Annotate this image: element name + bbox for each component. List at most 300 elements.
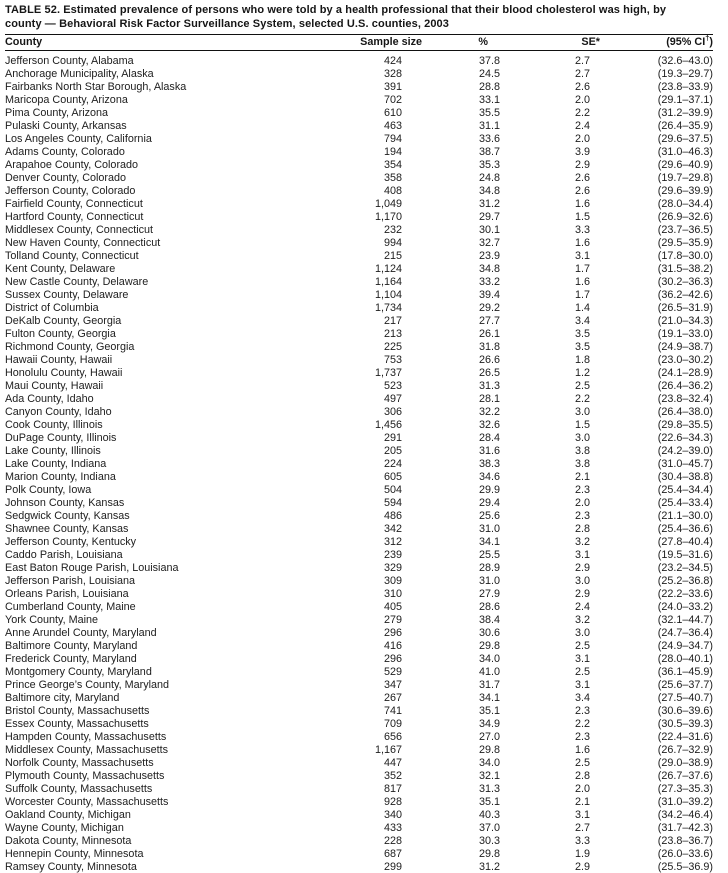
sample-size-cell: 709 bbox=[383, 718, 402, 730]
table-row bbox=[5, 315, 713, 328]
table-row bbox=[5, 575, 713, 588]
county-cell: Honolulu County, Hawaii bbox=[5, 367, 123, 379]
county-cell: Canyon County, Idaho bbox=[5, 406, 112, 418]
table-row bbox=[5, 835, 713, 848]
sample-size-cell: 687 bbox=[383, 848, 402, 860]
ci-cell: (29.0–38.9) bbox=[657, 757, 713, 769]
percent-cell: 35.1 bbox=[478, 705, 500, 717]
percent-cell: 34.1 bbox=[478, 692, 500, 704]
table-row bbox=[5, 120, 713, 133]
table-title-line2: county — Behavioral Risk Factor Surveillance System, selected U.S. counties, 2003 bbox=[5, 17, 449, 30]
table-row bbox=[5, 367, 713, 380]
percent-cell: 34.1 bbox=[478, 536, 500, 548]
sample-size-cell: 215 bbox=[383, 250, 402, 262]
se-cell: 2.3 bbox=[574, 484, 590, 496]
county-cell: Montgomery County, Maryland bbox=[5, 666, 152, 678]
se-cell: 3.4 bbox=[574, 315, 590, 327]
sample-size-cell: 328 bbox=[383, 68, 402, 80]
county-cell: Polk County, Iowa bbox=[5, 484, 92, 496]
sample-size-cell: 329 bbox=[383, 562, 402, 574]
county-cell: Hampden County, Massachusetts bbox=[5, 731, 167, 743]
se-cell: 2.5 bbox=[574, 666, 590, 678]
ci-cell: (19.1–33.0) bbox=[657, 328, 713, 340]
se-cell: 3.8 bbox=[574, 458, 590, 470]
se-cell: 1.6 bbox=[574, 744, 590, 756]
se-cell: 2.7 bbox=[574, 68, 590, 80]
ci-cell: (26.5–31.9) bbox=[657, 302, 713, 314]
sample-size-cell: 1,170 bbox=[374, 211, 402, 223]
county-cell: Hawaii County, Hawaii bbox=[5, 354, 113, 366]
sample-size-cell: 656 bbox=[383, 731, 402, 743]
sample-size-cell: 224 bbox=[383, 458, 402, 470]
ci-cell: (24.9–38.7) bbox=[657, 341, 713, 353]
se-cell: 2.0 bbox=[574, 133, 590, 145]
se-cell: 2.9 bbox=[574, 588, 590, 600]
ci-cell: (30.6–39.6) bbox=[657, 705, 713, 717]
se-cell: 2.3 bbox=[574, 731, 590, 743]
table-row bbox=[5, 289, 713, 302]
ci-cell: (22.4–31.6) bbox=[657, 731, 713, 743]
sample-size-cell: 741 bbox=[383, 705, 402, 717]
table-row bbox=[5, 562, 713, 575]
table-row bbox=[5, 601, 713, 614]
table-row bbox=[5, 536, 713, 549]
ci-cell: (25.2–36.8) bbox=[657, 575, 713, 587]
sample-size-cell: 424 bbox=[383, 55, 402, 67]
ci-cell: (21.1–30.0) bbox=[657, 510, 713, 522]
table-row bbox=[5, 341, 713, 354]
sample-size-cell: 405 bbox=[383, 601, 402, 613]
table-row bbox=[5, 744, 713, 757]
sample-size-cell: 194 bbox=[383, 146, 402, 158]
ci-cell: (23.0–30.2) bbox=[657, 354, 713, 366]
percent-cell: 32.7 bbox=[478, 237, 500, 249]
se-cell: 2.6 bbox=[574, 185, 590, 197]
table-row bbox=[5, 861, 713, 873]
sample-size-cell: 529 bbox=[383, 666, 402, 678]
sample-size-cell: 1,104 bbox=[374, 289, 402, 301]
percent-cell: 34.8 bbox=[478, 263, 500, 275]
sample-size-cell: 296 bbox=[383, 627, 402, 639]
table-row bbox=[5, 185, 713, 198]
percent-cell: 33.6 bbox=[478, 133, 500, 145]
ci-cell: (26.9–32.6) bbox=[657, 211, 713, 223]
se-cell: 3.0 bbox=[574, 432, 590, 444]
table-row bbox=[5, 653, 713, 666]
ci-cell: (29.6–40.9) bbox=[657, 159, 713, 171]
percent-cell: 40.3 bbox=[478, 809, 500, 821]
se-cell: 2.5 bbox=[574, 640, 590, 652]
table-row bbox=[5, 224, 713, 237]
county-cell: Jefferson County, Kentucky bbox=[5, 536, 137, 548]
se-cell: 3.1 bbox=[574, 549, 590, 561]
county-cell: Denver County, Colorado bbox=[5, 172, 127, 184]
table-row bbox=[5, 419, 713, 432]
percent-cell: 28.8 bbox=[478, 81, 500, 93]
ci-cell: (24.0–33.2) bbox=[657, 601, 713, 613]
sample-size-cell: 267 bbox=[383, 692, 402, 704]
county-cell: New Castle County, Delaware bbox=[5, 276, 149, 288]
sample-size-cell: 296 bbox=[383, 653, 402, 665]
table-row bbox=[5, 627, 713, 640]
sample-size-cell: 1,167 bbox=[374, 744, 402, 756]
percent-cell: 26.5 bbox=[478, 367, 500, 379]
county-cell: Lake County, Indiana bbox=[5, 458, 107, 470]
percent-cell: 27.7 bbox=[478, 315, 500, 327]
county-cell: Pulaski County, Arkansas bbox=[5, 120, 127, 132]
percent-cell: 26.6 bbox=[478, 354, 500, 366]
ci-cell: (23.7–36.5) bbox=[657, 224, 713, 236]
table-title bbox=[5, 4, 723, 31]
county-cell: Ada County, Idaho bbox=[5, 393, 94, 405]
se-cell: 3.3 bbox=[574, 835, 590, 847]
table-row bbox=[5, 328, 713, 341]
county-cell: Ramsey County, Minnesota bbox=[5, 861, 137, 873]
sample-size-cell: 504 bbox=[383, 484, 402, 496]
table-row bbox=[5, 263, 713, 276]
se-cell: 1.4 bbox=[574, 302, 590, 314]
se-cell: 3.2 bbox=[574, 614, 590, 626]
ci-cell: (30.5–39.3) bbox=[657, 718, 713, 730]
county-cell: York County, Maine bbox=[5, 614, 99, 626]
table-row bbox=[5, 718, 713, 731]
table-row bbox=[5, 146, 713, 159]
se-cell: 3.2 bbox=[574, 536, 590, 548]
sample-size-cell: 1,737 bbox=[374, 367, 402, 379]
table-row bbox=[5, 549, 713, 562]
sample-size-cell: 239 bbox=[383, 549, 402, 561]
ci-cell: (21.0–34.3) bbox=[657, 315, 713, 327]
county-cell: Prince George’s County, Maryland bbox=[5, 679, 170, 691]
se-cell: 3.0 bbox=[574, 575, 590, 587]
county-cell: DeKalb County, Georgia bbox=[5, 315, 122, 327]
sample-size-cell: 347 bbox=[383, 679, 402, 691]
county-cell: Middlesex County, Connecticut bbox=[5, 224, 154, 236]
ci-cell: (29.8–35.5) bbox=[657, 419, 713, 431]
sample-size-cell: 205 bbox=[383, 445, 402, 457]
ci-cell: (31.2–39.9) bbox=[657, 107, 713, 119]
county-cell: Baltimore city, Maryland bbox=[5, 692, 120, 704]
sample-size-cell: 928 bbox=[383, 796, 402, 808]
table-row bbox=[5, 471, 713, 484]
column-header-se: SE* bbox=[500, 35, 600, 51]
table-row bbox=[5, 81, 713, 94]
percent-cell: 32.1 bbox=[478, 770, 500, 782]
sample-size-cell: 306 bbox=[383, 406, 402, 418]
sample-size-cell: 1,734 bbox=[374, 302, 402, 314]
ci-cell: (31.5–38.2) bbox=[657, 263, 713, 275]
county-cell: Johnson County, Kansas bbox=[5, 497, 125, 509]
ci-cell: (23.8–32.4) bbox=[657, 393, 713, 405]
percent-cell: 35.3 bbox=[478, 159, 500, 171]
ci-cell: (26.0–33.6) bbox=[657, 848, 713, 860]
se-cell: 3.9 bbox=[574, 146, 590, 158]
county-cell: Cook County, Illinois bbox=[5, 419, 103, 431]
county-cell: Cumberland County, Maine bbox=[5, 601, 136, 613]
se-cell: 1.7 bbox=[574, 263, 590, 275]
ci-cell: (30.2–36.3) bbox=[657, 276, 713, 288]
percent-cell: 23.9 bbox=[478, 250, 500, 262]
se-cell: 3.0 bbox=[574, 627, 590, 639]
ci-cell: (24.2–39.0) bbox=[657, 445, 713, 457]
sample-size-cell: 309 bbox=[383, 575, 402, 587]
table-row bbox=[5, 770, 713, 783]
se-cell: 2.7 bbox=[574, 822, 590, 834]
table-row bbox=[5, 211, 713, 224]
percent-cell: 30.6 bbox=[478, 627, 500, 639]
sample-size-cell: 994 bbox=[383, 237, 402, 249]
ci-cell: (30.4–38.8) bbox=[657, 471, 713, 483]
county-cell: Marion County, Indiana bbox=[5, 471, 116, 483]
sample-size-cell: 794 bbox=[383, 133, 402, 145]
percent-cell: 37.0 bbox=[478, 822, 500, 834]
percent-cell: 30.1 bbox=[478, 224, 500, 236]
county-cell: Kent County, Delaware bbox=[5, 263, 116, 275]
se-cell: 2.0 bbox=[574, 497, 590, 509]
sample-size-cell: 342 bbox=[383, 523, 402, 535]
percent-cell: 25.6 bbox=[478, 510, 500, 522]
sample-size-cell: 523 bbox=[383, 380, 402, 392]
percent-cell: 29.9 bbox=[478, 484, 500, 496]
column-header-percent: % bbox=[422, 35, 500, 51]
table-body bbox=[5, 51, 713, 873]
percent-cell: 24.8 bbox=[478, 172, 500, 184]
sample-size-cell: 817 bbox=[383, 783, 402, 795]
dagger-footnote-marker: † bbox=[705, 33, 710, 43]
se-cell: 1.5 bbox=[574, 211, 590, 223]
percent-cell: 34.6 bbox=[478, 471, 500, 483]
se-cell: 2.3 bbox=[574, 510, 590, 522]
se-cell: 2.2 bbox=[574, 393, 590, 405]
se-cell: 3.1 bbox=[574, 809, 590, 821]
percent-cell: 31.6 bbox=[478, 445, 500, 457]
sample-size-cell: 225 bbox=[383, 341, 402, 353]
se-cell: 3.5 bbox=[574, 341, 590, 353]
county-cell: Pima County, Arizona bbox=[5, 107, 109, 119]
county-cell: Lake County, Illinois bbox=[5, 445, 101, 457]
county-cell: Fulton County, Georgia bbox=[5, 328, 116, 340]
table-row bbox=[5, 692, 713, 705]
table-row bbox=[5, 159, 713, 172]
se-cell: 1.9 bbox=[574, 848, 590, 860]
table-row bbox=[5, 783, 713, 796]
table-row bbox=[5, 133, 713, 146]
percent-cell: 34.9 bbox=[478, 718, 500, 730]
sample-size-cell: 340 bbox=[383, 809, 402, 821]
table-row bbox=[5, 458, 713, 471]
sample-size-cell: 291 bbox=[383, 432, 402, 444]
table-row bbox=[5, 796, 713, 809]
county-cell: Jefferson County, Colorado bbox=[5, 185, 136, 197]
county-cell: Caddo Parish, Louisiana bbox=[5, 549, 123, 561]
se-cell: 2.2 bbox=[574, 718, 590, 730]
percent-cell: 31.2 bbox=[478, 861, 500, 873]
sample-size-cell: 753 bbox=[383, 354, 402, 366]
ci-cell: (19.5–31.6) bbox=[657, 549, 713, 561]
county-cell: Maricopa County, Arizona bbox=[5, 94, 128, 106]
ci-cell: (29.6–39.9) bbox=[657, 185, 713, 197]
ci-cell: (27.8–40.4) bbox=[657, 536, 713, 548]
county-cell: Adams County, Colorado bbox=[5, 146, 125, 158]
county-cell: Hennepin County, Minnesota bbox=[5, 848, 144, 860]
se-cell: 1.7 bbox=[574, 289, 590, 301]
ci-cell: (25.4–33.4) bbox=[657, 497, 713, 509]
percent-cell: 31.3 bbox=[478, 783, 500, 795]
se-cell: 3.8 bbox=[574, 445, 590, 457]
se-cell: 1.2 bbox=[574, 367, 590, 379]
percent-cell: 34.0 bbox=[478, 757, 500, 769]
se-cell: 2.3 bbox=[574, 705, 590, 717]
table-row bbox=[5, 393, 713, 406]
ci-cell: (34.2–46.4) bbox=[657, 809, 713, 821]
percent-cell: 25.5 bbox=[478, 549, 500, 561]
se-cell: 2.6 bbox=[574, 172, 590, 184]
ci-cell: (23.8–33.9) bbox=[657, 81, 713, 93]
county-cell: Worcester County, Massachusetts bbox=[5, 796, 169, 808]
ci-cell: (23.2–34.5) bbox=[657, 562, 713, 574]
se-cell: 2.0 bbox=[574, 94, 590, 106]
sample-size-cell: 358 bbox=[383, 172, 402, 184]
sample-size-cell: 408 bbox=[383, 185, 402, 197]
sample-size-cell: 1,049 bbox=[374, 198, 402, 210]
sample-size-cell: 447 bbox=[383, 757, 402, 769]
sample-size-cell: 310 bbox=[383, 588, 402, 600]
se-cell: 1.8 bbox=[574, 354, 590, 366]
percent-cell: 29.2 bbox=[478, 302, 500, 314]
table-row bbox=[5, 614, 713, 627]
sample-size-cell: 594 bbox=[383, 497, 402, 509]
sample-size-cell: 354 bbox=[383, 159, 402, 171]
se-cell: 1.5 bbox=[574, 419, 590, 431]
column-header-sample-size: Sample size bbox=[340, 35, 422, 51]
ci-cell: (27.3–35.3) bbox=[657, 783, 713, 795]
table-row bbox=[5, 510, 713, 523]
ci-cell: (28.0–34.4) bbox=[657, 198, 713, 210]
ci-cell: (25.4–36.6) bbox=[657, 523, 713, 535]
table-row bbox=[5, 484, 713, 497]
percent-cell: 28.6 bbox=[478, 601, 500, 613]
percent-cell: 41.0 bbox=[478, 666, 500, 678]
percent-cell: 30.3 bbox=[478, 835, 500, 847]
ci-header-prefix: (95% CI bbox=[666, 36, 706, 48]
column-header-ci bbox=[600, 35, 713, 51]
se-cell: 2.8 bbox=[574, 523, 590, 535]
ci-cell: (31.0–39.2) bbox=[657, 796, 713, 808]
ci-cell: (25.6–37.7) bbox=[657, 679, 713, 691]
sample-size-cell: 486 bbox=[383, 510, 402, 522]
sample-size-cell: 433 bbox=[383, 822, 402, 834]
ci-cell: (22.2–33.6) bbox=[657, 588, 713, 600]
se-cell: 2.4 bbox=[574, 120, 590, 132]
sample-size-cell: 416 bbox=[383, 640, 402, 652]
county-cell: Tolland County, Connecticut bbox=[5, 250, 139, 262]
table-row bbox=[5, 380, 713, 393]
county-cell: Dakota County, Minnesota bbox=[5, 835, 132, 847]
table-row bbox=[5, 94, 713, 107]
header-row bbox=[5, 35, 713, 51]
sample-size-cell: 299 bbox=[383, 861, 402, 873]
ci-cell: (24.9–34.7) bbox=[657, 640, 713, 652]
table-row bbox=[5, 757, 713, 770]
percent-cell: 38.3 bbox=[478, 458, 500, 470]
ci-cell: (23.8–36.7) bbox=[657, 835, 713, 847]
sample-size-cell: 232 bbox=[383, 224, 402, 236]
se-cell: 2.1 bbox=[574, 471, 590, 483]
percent-cell: 31.0 bbox=[478, 523, 500, 535]
percent-cell: 26.1 bbox=[478, 328, 500, 340]
percent-cell: 35.1 bbox=[478, 796, 500, 808]
county-cell: Oakland County, Michigan bbox=[5, 809, 131, 821]
county-cell: Sussex County, Delaware bbox=[5, 289, 129, 301]
sample-size-cell: 391 bbox=[383, 81, 402, 93]
sample-size-cell: 1,456 bbox=[374, 419, 402, 431]
sample-size-cell: 213 bbox=[383, 328, 402, 340]
se-cell: 3.4 bbox=[574, 692, 590, 704]
se-cell: 2.1 bbox=[574, 796, 590, 808]
table-row bbox=[5, 679, 713, 692]
county-cell: Shawnee County, Kansas bbox=[5, 523, 129, 535]
table-row bbox=[5, 809, 713, 822]
county-cell: Essex County, Massachusetts bbox=[5, 718, 149, 730]
sample-size-cell: 610 bbox=[383, 107, 402, 119]
county-cell: Jefferson County, Alabama bbox=[5, 55, 134, 67]
sample-size-cell: 702 bbox=[383, 94, 402, 106]
sample-size-cell: 312 bbox=[383, 536, 402, 548]
percent-cell: 37.8 bbox=[478, 55, 500, 67]
county-cell: Anne Arundel County, Maryland bbox=[5, 627, 157, 639]
ci-cell: (36.2–42.6) bbox=[657, 289, 713, 301]
table-row bbox=[5, 172, 713, 185]
county-cell: Hartford County, Connecticut bbox=[5, 211, 144, 223]
sample-size-cell: 352 bbox=[383, 770, 402, 782]
se-cell: 3.0 bbox=[574, 406, 590, 418]
percent-cell: 33.2 bbox=[478, 276, 500, 288]
sample-size-cell: 497 bbox=[383, 393, 402, 405]
county-cell: Arapahoe County, Colorado bbox=[5, 159, 139, 171]
ci-cell: (29.1–37.1) bbox=[657, 94, 713, 106]
sample-size-cell: 605 bbox=[383, 471, 402, 483]
percent-cell: 34.0 bbox=[478, 653, 500, 665]
percent-cell: 31.3 bbox=[478, 380, 500, 392]
county-cell: East Baton Rouge Parish, Louisiana bbox=[5, 562, 179, 574]
percent-cell: 28.1 bbox=[478, 393, 500, 405]
percent-cell: 38.4 bbox=[478, 614, 500, 626]
table-row bbox=[5, 523, 713, 536]
table-row bbox=[5, 705, 713, 718]
se-cell: 3.5 bbox=[574, 328, 590, 340]
percent-cell: 28.9 bbox=[478, 562, 500, 574]
table-row bbox=[5, 731, 713, 744]
ci-cell: (24.1–28.9) bbox=[657, 367, 713, 379]
se-cell: 3.1 bbox=[574, 250, 590, 262]
percent-cell: 24.5 bbox=[478, 68, 500, 80]
county-cell: Suffolk County, Massachusetts bbox=[5, 783, 153, 795]
ci-cell: (26.4–35.9) bbox=[657, 120, 713, 132]
county-cell: Baltimore County, Maryland bbox=[5, 640, 138, 652]
ci-cell: (26.7–32.9) bbox=[657, 744, 713, 756]
se-cell: 1.6 bbox=[574, 198, 590, 210]
se-cell: 3.1 bbox=[574, 679, 590, 691]
table-row bbox=[5, 250, 713, 263]
ci-cell: (26.4–38.0) bbox=[657, 406, 713, 418]
county-cell: Sedgwick County, Kansas bbox=[5, 510, 130, 522]
ci-cell: (29.6–37.5) bbox=[657, 133, 713, 145]
se-cell: 2.6 bbox=[574, 81, 590, 93]
table-row bbox=[5, 237, 713, 250]
ci-cell: (25.5–36.9) bbox=[657, 861, 713, 873]
table-row bbox=[5, 445, 713, 458]
county-cell: District of Columbia bbox=[5, 302, 99, 314]
